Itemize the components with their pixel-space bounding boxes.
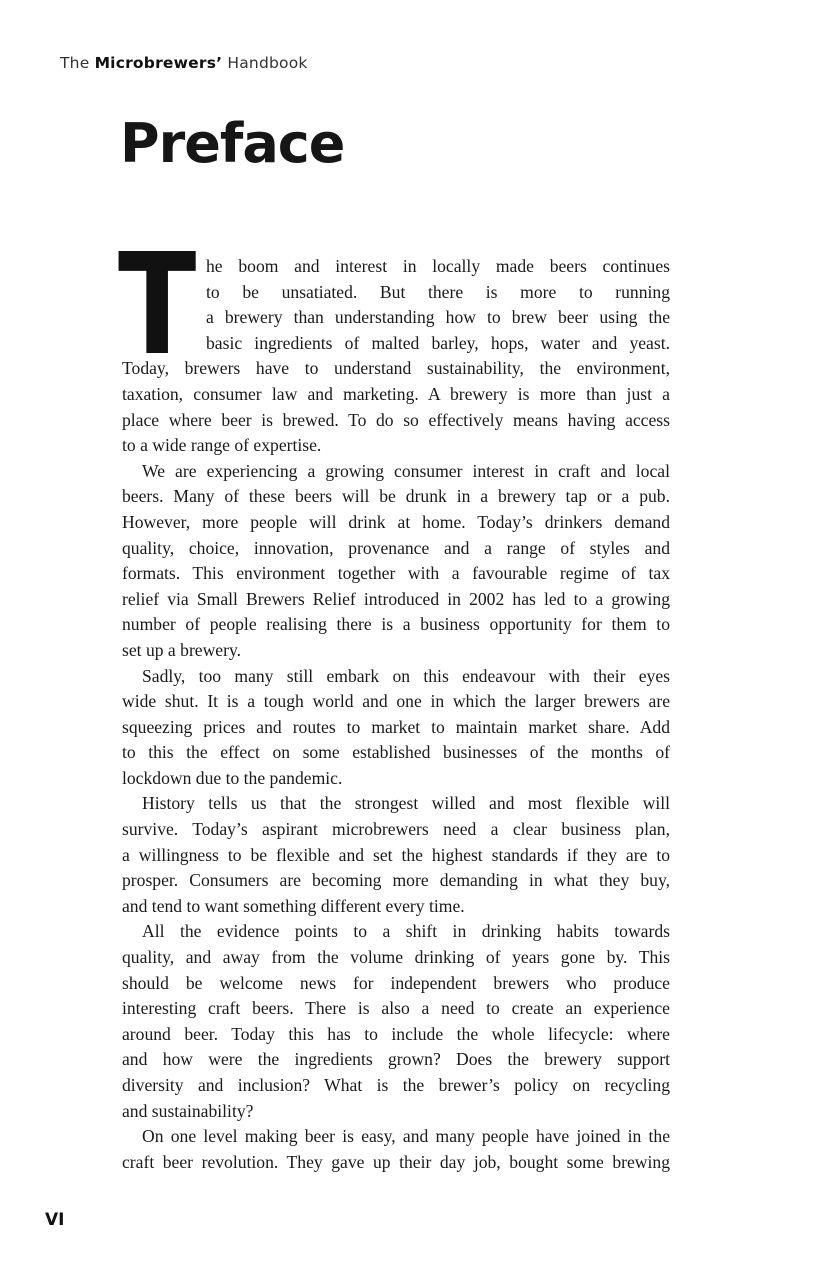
text-line: interesting craft beers. There is also a need to create an experience [122,998,670,1019]
text-line: On one level making beer is easy, and many people have joined in the [142,1126,670,1147]
text-line: around beer. Today this has to include the whole lifecycle: where [122,1023,670,1044]
text-line: relief via Small Brewers Relief introduced in 2002 has led to a growing [122,588,670,609]
paragraph [122,664,670,792]
text-line: However, more people will drink at home. Today’s drinkers demand [122,511,670,532]
text-line: formats. This environment together with a favourable regime of tax [122,563,670,584]
text-line: diversity and inclusion? What is the brewer’s policy on recycling [122,1075,670,1095]
text-line: he boom and interest in locally made beers continues [206,256,670,276]
page-title: Preface [120,112,345,175]
text-line: beers. Many of these beers will be drunk in a brewery tap or a pub. [122,486,670,507]
running-head [60,54,308,72]
text-line: a brewery than understanding how to brew beer using the [206,307,670,328]
text-line: All the evidence points to a shift in drinking habits towards [142,921,670,942]
text-line: survive. Today’s aspirant microbrewers need a clear business plan, [122,819,670,840]
paragraph [122,1124,670,1175]
text-line: We are experiencing a growing consumer interest in craft and local [142,460,670,481]
paragraph [122,919,670,1124]
running-head-suffix: Handbook [222,54,308,72]
text-line: quality, choice, innovation, provenance and a range of styles and [122,537,670,558]
text-line: History tells us that the strongest willed and most flexible will [142,793,670,814]
text-line: number of people realising there is a business opportunity for them to [122,614,670,635]
paragraph [122,791,670,919]
text-line: set up a brewery. [122,639,242,660]
text-line: place where beer is brewed. To do so effectively means having access [122,409,670,430]
text-line: wide shut. It is a tough world and one in which the larger brewers are [122,691,670,712]
paragraph [122,254,670,459]
page-number: VI [45,1210,65,1230]
text-line: quality, and away from the volume drinking of years gone by. This [122,947,670,968]
text-line: prosper. Consumers are becoming more demanding in what they buy, [122,870,670,891]
text-line: taxation, consumer law and marketing. A brewery is more than just a [122,383,670,404]
text-line: a willingness to be flexible and set the highest standards if they are to [122,844,670,865]
text-line: to be unsatiated. But there is more to running [206,281,670,302]
text-line: lockdown due to the pandemic. [122,767,343,788]
drop-cap: T [118,224,197,387]
paragraph [122,459,670,664]
text-line: craft beer revolution. They gave up their day job, bought some brewing [122,1151,670,1172]
text-line: and tend to want something different every time. [122,895,465,916]
text-line: to a wide range of expertise. [122,435,322,456]
text-line: and how were the ingredients grown? Does the brewery support [122,1049,670,1070]
running-head-bold: Microbrewers’ [94,54,223,72]
running-head-prefix: The [60,54,95,72]
text-line: basic ingredients of malted barley, hops, water and yeast. [206,332,670,353]
text-line: to this the effect on some established businesses of the months of [122,742,670,763]
text-line: squeezing prices and routes to market to maintain market share. Add [122,716,670,737]
text-line: and sustainability? [122,1100,254,1121]
text-line: should be welcome news for independent brewers who produce [122,972,670,993]
text-line: Today, brewers have to understand sustainability, the environment, [122,358,670,379]
body-text [122,254,670,1175]
text-line: Sadly, too many still embark on this endeavour with their eyes [142,665,670,686]
